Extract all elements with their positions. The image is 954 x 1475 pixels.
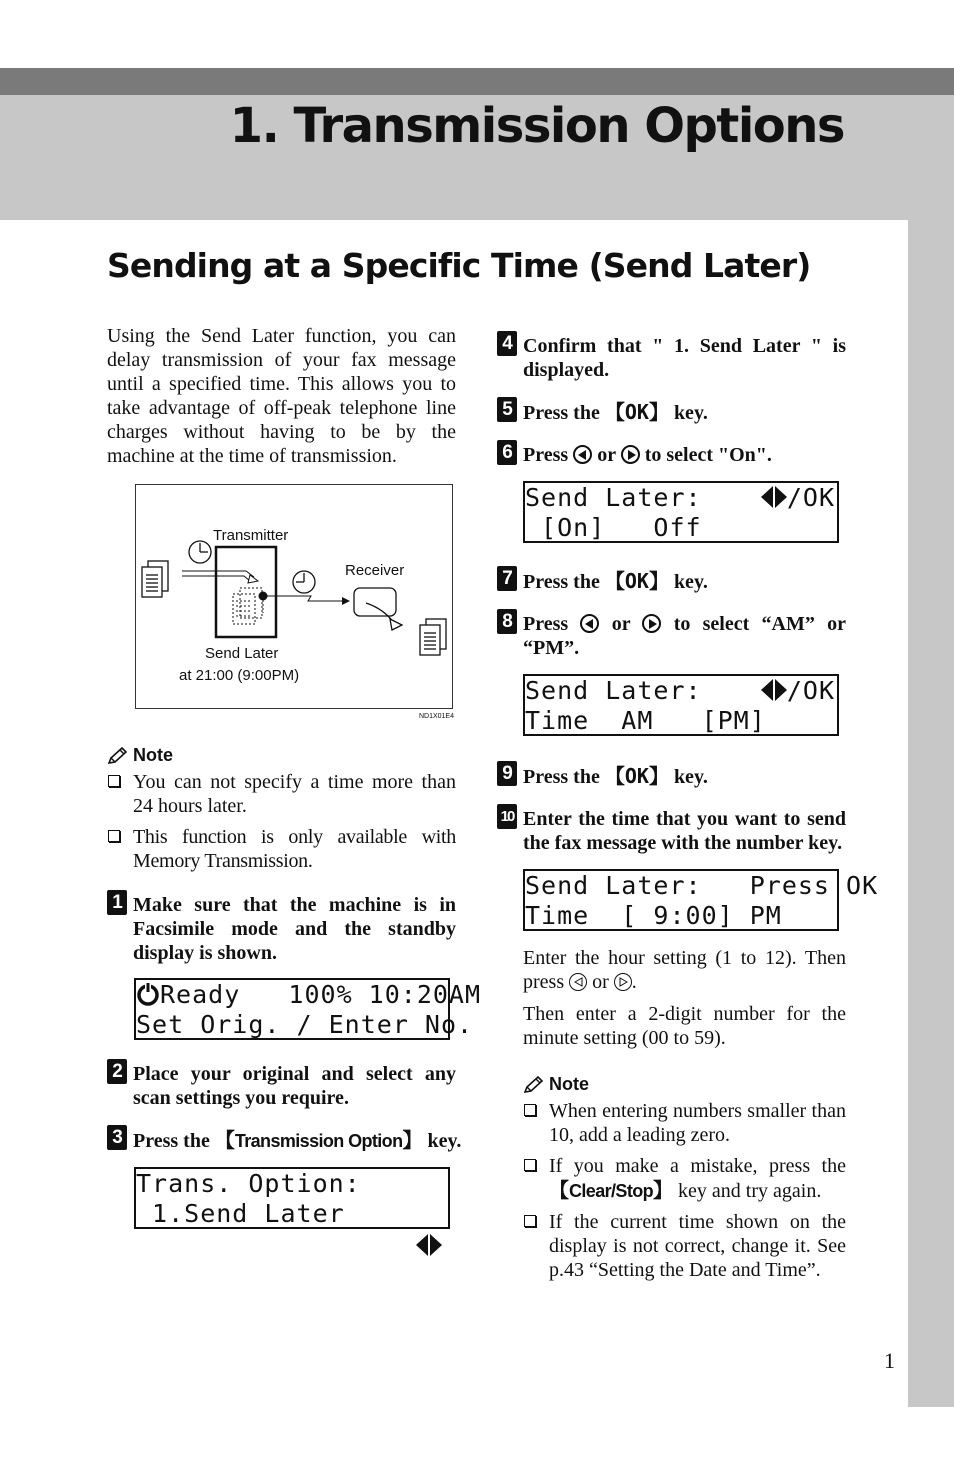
figure-caption-line2: at 21:00 (9:00PM) xyxy=(179,667,300,684)
left-arrow-key-icon xyxy=(573,445,592,464)
pencil-icon xyxy=(107,746,129,766)
checkbox-icon xyxy=(108,830,120,842)
right-arrow-key-icon xyxy=(614,973,632,991)
checkbox-icon xyxy=(524,1159,536,1171)
lcd-line-2: 1.Send Later xyxy=(136,1199,345,1228)
lcd-on-off-display xyxy=(523,481,839,543)
step-number: 3 xyxy=(107,1125,127,1150)
side-tab-band xyxy=(908,95,954,1407)
left-column xyxy=(107,324,482,1229)
header-top-strip xyxy=(0,68,954,95)
clock-icon-receive xyxy=(293,571,315,593)
step-8: 8 Press or to select “AM” or “PM”. xyxy=(497,612,846,660)
lcd-line-1: Send Later: /OK xyxy=(525,483,835,512)
figure-caption-line1: Send Later xyxy=(205,645,279,662)
figure-code: ND1X01E4 xyxy=(418,713,454,720)
left-arrow-key-icon xyxy=(580,614,599,633)
note-item: You can not specify a time more than 24 hours later. xyxy=(107,770,456,818)
left-right-arrows-icon xyxy=(761,486,787,508)
step-number: 6 xyxy=(497,440,517,465)
step-1: 1 Make sure that the machine is in Facsimile mode and the standby display is shown. xyxy=(107,893,456,965)
step-2: 2 Place your original and select any scan settings you require. xyxy=(107,1062,456,1110)
left-right-arrows-icon xyxy=(761,679,787,701)
note-heading-text: Note xyxy=(133,745,173,765)
step-number: 4 xyxy=(497,331,517,356)
lcd-line-1: Trans. Option: xyxy=(136,1169,361,1198)
lcd-line-2: Time AM [PM] xyxy=(525,706,766,735)
receiver-machine-icon xyxy=(354,588,402,630)
note-heading-text: Note xyxy=(549,1074,589,1094)
right-column xyxy=(497,333,879,1282)
intro-paragraph: Using the Send Later function, you can delay transmission of your fax message until a specified time. This allows you to take advantage of off-peak telephone line charges without having to be by the machine at the time of transmission. xyxy=(107,325,456,467)
lcd-trans-option-display xyxy=(134,1167,450,1229)
step-7: 7 Press the 【OK】 key. xyxy=(497,569,846,594)
checkbox-icon xyxy=(524,1215,536,1227)
power-icon xyxy=(136,982,160,1006)
step-3: 3 Press the 【Transmission Option】 key. xyxy=(107,1128,456,1153)
step-number: 1 xyxy=(107,890,127,915)
chapter-title: 1. Transmission Options xyxy=(229,98,844,154)
section-title: Sending at a Specific Time (Send Later) xyxy=(107,246,811,285)
lcd-am-pm-display xyxy=(523,674,839,736)
clock-icon-transmit xyxy=(189,541,211,563)
lcd-standby-display xyxy=(134,978,482,1040)
ok-key: OK xyxy=(624,764,649,788)
note-item: If you make a mistake, press the 【Clear/Stop】 key and try again. xyxy=(523,1154,846,1203)
lcd-line-2: [On] Off xyxy=(525,513,702,542)
hour-setting-text: Enter the hour setting (1 to 12). Then press or . xyxy=(523,947,846,993)
step-number: 9 xyxy=(497,761,517,786)
checkbox-icon xyxy=(524,1104,536,1116)
right-arrow-key-icon xyxy=(621,445,640,464)
step-9: 9 Press the 【OK】 key. xyxy=(497,764,846,789)
step-4: 4 Confirm that " 1. Send Later " is displayed. xyxy=(497,334,846,382)
left-right-arrows-icon xyxy=(320,1203,442,1293)
step-number: 2 xyxy=(107,1059,127,1084)
note-heading-left xyxy=(107,745,456,766)
ok-key: OK xyxy=(624,400,649,424)
lcd-line-2: Set Orig. / Enter No. xyxy=(136,1010,474,1039)
clear-stop-key: Clear/Stop xyxy=(569,1181,654,1201)
step-number: 10 xyxy=(497,804,517,829)
left-arrow-key-icon xyxy=(569,973,587,991)
pencil-icon xyxy=(523,1075,545,1095)
step-6: 6 Press or to select "On". xyxy=(497,443,846,467)
receiver-label: Receiver xyxy=(345,562,405,579)
step-5: 5 Press the 【OK】 key. xyxy=(497,400,846,425)
step-number: 5 xyxy=(497,397,517,422)
step-10: 10 Enter the time that you want to send the fax message with the number key. xyxy=(497,807,846,855)
transmitter-label: Transmitter xyxy=(213,527,289,544)
page-number: 1 xyxy=(884,1348,895,1373)
lcd-time-display xyxy=(523,869,879,931)
minute-setting-text: Then enter a 2-digit number for the minute setting (00 to 59). xyxy=(523,1003,846,1049)
original-document-icon xyxy=(142,561,168,597)
ok-key: OK xyxy=(624,569,649,593)
note-item: If the current time shown on the display is not correct, change it. See p.43 “Setting the Date and Time”. xyxy=(523,1210,846,1282)
lcd-line-1: Send Later: /OK xyxy=(525,676,835,705)
lcd-line-2: Time [ 9:00] PM xyxy=(525,901,782,930)
received-document-icon xyxy=(420,619,446,655)
step-number: 8 xyxy=(497,609,517,634)
send-later-illustration xyxy=(135,484,454,720)
lcd-line-1: Send Later: Press OK xyxy=(525,871,879,900)
lcd-line-1: Ready 100% 10:20AM xyxy=(136,980,481,1010)
transmission-option-key: Transmission Option xyxy=(234,1131,403,1151)
note-heading-right xyxy=(497,1074,846,1095)
right-arrow-key-icon xyxy=(642,614,661,633)
step-number: 7 xyxy=(497,566,517,591)
note-item: This function is only available with Memory Transmission. xyxy=(107,825,456,873)
checkbox-icon xyxy=(108,775,120,787)
note-item: When entering numbers smaller than 10, add a leading zero. xyxy=(523,1099,846,1147)
